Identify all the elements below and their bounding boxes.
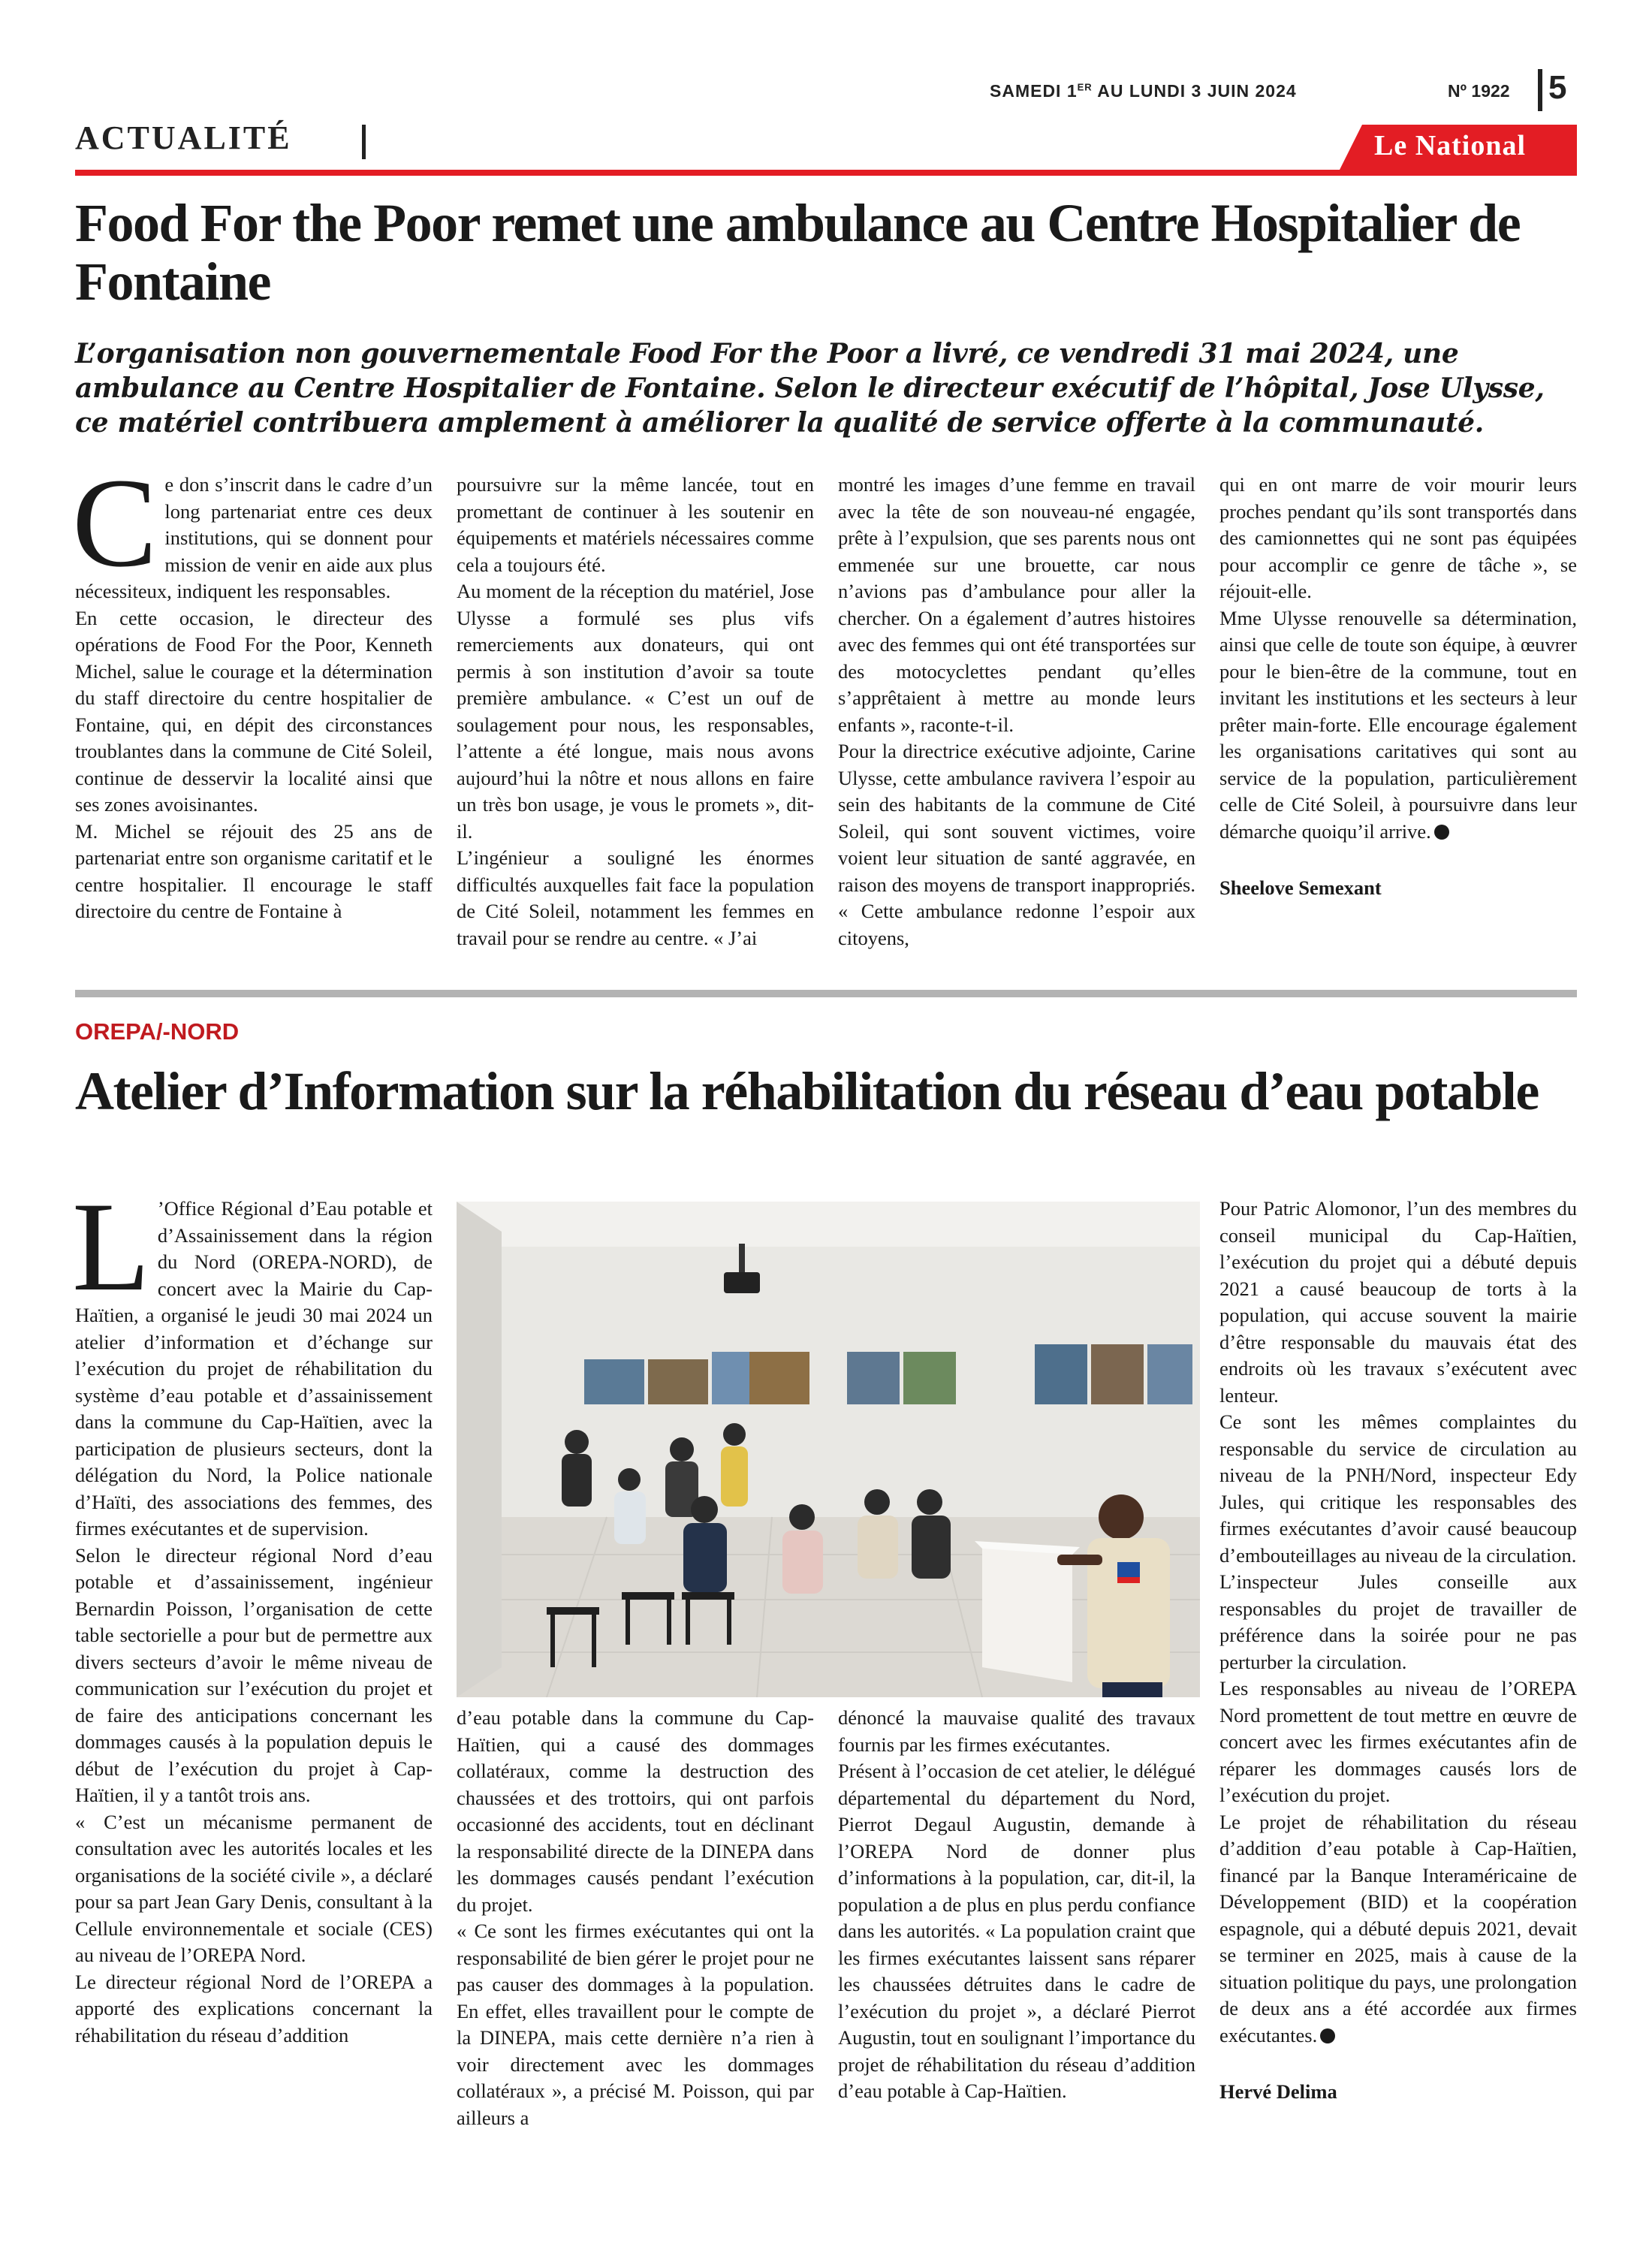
end-mark-icon bbox=[1434, 825, 1449, 840]
article2-paragraph: d’eau potable dans la commune du Cap-Haïtien, qui a causé des dommages collatéraux, comme la destruction des chaussées et des trottoirs, qui ont parfois occasionné des accidents, tout en déclinant la responsabilité directe de la DINEPA dans les dommages causés pendant l’exécution du projet. bbox=[457, 1706, 814, 1916]
article2-paragraph: Le directeur régional Nord de l’OREPA a apporté des explications concernant la réhabilitation du réseau d’addition bbox=[75, 1970, 433, 2046]
section-divider bbox=[362, 125, 366, 159]
header-rule bbox=[75, 170, 1577, 176]
article1-headline: Food For the Poor remet une ambulance au Centre Hospitalier de Fontaine bbox=[75, 193, 1521, 312]
page-number: 5 bbox=[1548, 69, 1567, 106]
article1-paragraph: e don s’inscrit dans le cadre d’un long partenariat entre ces deux institutions, qui se donnent pour mission de venir en aide aux plus nécessiteux, indiquent les responsables. bbox=[75, 473, 433, 602]
article2-paragraph: Présent à l’occasion de cet atelier, le délégué départemental du département du Nord, Pierrot Degaul Augustin, demande à l’OREPA Nord de donner plus d’informations à la population, car, dit-il, la population a de plus en plus perdu confiance dans les autorités. « La population craint que les firmes exécutantes laissent sans réparer les chaussées détruites dans le cadre de l’exécution du projet », a déclaré Pierrot Augustin, tout en soulignant l’importance du projet de réhabilitation du réseau d’addition d’eau potable à Cap-Haïtien. bbox=[838, 1760, 1195, 2102]
article1-paragraph: Mme Ulysse renouvelle sa détermination, ainsi que celle de toute son équipe, à œuvrer pour le bien-être de la commune, tout en invitant les institutions et les secteurs à leur prêter main-forte. Elle encourage également les organisations caritatives qui sont au service de la population, particulièrement celle de Cité Soleil, à poursuivre dans leur démarche quoiqu’il arrive. bbox=[1219, 606, 1577, 843]
issue-date: SAMEDI 1ER AU LUNDI 3 JUIN 2024 bbox=[990, 81, 1297, 101]
article1-paragraph: montré les images d’une femme en travail avec la tête de son nouveau-né engagée, prête à l’expulsion, que ses parents nous ont emmenée sur une brouette, car nous n’avions pas d’ambulance pour aller la chercher. On a également d’autres histoires avec des femmes qui ont été transportées sur des motocyclettes pendant qu’elles s’apprêtaient à mettre au monde leurs enfants », raconte-t-il. bbox=[838, 473, 1195, 736]
article1-paragraph: L’ingénieur a souligné les énormes difficultés auxquelles fait face la population de Cité Soleil, notamment les femmes en travail pour se rendre au centre. « J’ai bbox=[457, 846, 814, 949]
article2-column-2 bbox=[457, 1705, 814, 2131]
article1-paragraph: poursuivre sur la même lancée, tout en promettant de continuer à les soutenir en équipements et matériels nécessaires comme cela a toujours été. bbox=[457, 473, 814, 576]
article2-paragraph: Les responsables au niveau de l’OREPA Nord promettent de tout mettre en œuvre de concert avec les firmes exécutantes afin de réparer les dommages causés lors de l’exécution du projet. bbox=[1219, 1677, 1577, 1806]
article1-paragraph: En cette occasion, le directeur des opérations de Food For the Poor, Kenneth Michel, salue le courage et la détermination du staff directoire du centre hospitalier de Fontaine, qui, en dépit des circonstances troublantes dans la commune de Cité Soleil, continue de desservir la localité ainsi que ses zones avoisinantes. bbox=[75, 606, 433, 816]
article2-paragraph: ’Office Régional d’Eau potable et d’Assainissement dans la région du Nord (OREPA-NORD), de concert avec la Mairie du Cap-Haïtien, a organisé le jeudi 30 mai 2024 un atelier d’information et d’échange sur l’exécution du projet de réhabilitation du système d’eau potable et d’assainissement dans la commune du Cap-Haïtien, avec la participation de plusieurs secteurs, dont la délégation du Nord, la Police nationale d’Haïti, des associations des femmes, des firmes exécutantes et de supervision. bbox=[75, 1197, 433, 1540]
article1-dropcap: C bbox=[72, 452, 158, 593]
article2-paragraph: Le projet de réhabilitation du réseau d’addition d’eau potable à Cap-Haïtien, financé par la Banque Interaméricaine de Développement (BID) et la coopération espagnole, qui a débuté depuis 2021, devait se terminer en 2025, mais à cause de la situation politique du pays, une prolongation de deux ans a été accordée aux firmes exécutantes. bbox=[1219, 1810, 1577, 2046]
issue-number: Nº 1922 bbox=[1448, 81, 1510, 101]
article1-byline: Sheelove Semexant bbox=[1219, 876, 1382, 899]
article2-headline: Atelier d’Information sur la réhabilitation du réseau d’eau potable bbox=[75, 1061, 1539, 1121]
article2-column-3 bbox=[838, 1705, 1195, 2105]
end-mark-icon bbox=[1320, 2028, 1335, 2043]
article2-column-4 bbox=[1219, 1196, 1577, 2106]
article2-paragraph: « C’est un mécanisme permanent de consultation avec les autorités locales et les organisations de la société civile », a déclaré pour sa part Jean Gary Denis, consultant à la Cellule environnementale et sociale (CES) au niveau de l’OREPA Nord. bbox=[75, 1810, 433, 1966]
meeting-photo-image bbox=[457, 1202, 1200, 1697]
article1-column-4 bbox=[1219, 472, 1577, 902]
article2-paragraph: Ce sont les mêmes complaintes du responsable du service de circulation au niveau de la PNH/Nord, inspecteur Edy Jules, qui critique les responsables des firmes exécutantes d’avoir causé beaucoup d’embouteillages au niveau de la circulation. bbox=[1219, 1410, 1577, 1567]
article1-column-1 bbox=[72, 452, 433, 925]
article2-paragraph: dénoncé la mauvaise qualité des travaux fournis par les firmes exécutantes. bbox=[838, 1706, 1195, 1756]
meeting-photo bbox=[457, 1202, 1200, 1697]
article2-paragraph: L’inspecteur Jules conseille aux responsables du projet de travailler de préférence dans la soirée pour ne pas perturber la circulation. bbox=[1219, 1570, 1577, 1673]
article2-kicker: OREPA/-NORD bbox=[75, 1018, 240, 1045]
article2-column-1 bbox=[72, 1176, 433, 2049]
brand-name: Le National bbox=[1374, 130, 1527, 161]
article1-paragraph: qui en ont marre de voir mourir leurs proches pendant qu’ils sont transportés dans des camionnettes qui ne sont pas équipées pour accomplir ce genre de tâche », se réjouit-elle. bbox=[1219, 473, 1577, 602]
article2-byline: Hervé Delima bbox=[1219, 2080, 1337, 2103]
article2-paragraph: Selon le directeur régional Nord d’eau potable et d’assainissement, ingénieur Bernardin Poisson, l’organisation de cette table sectorielle a pour but de permettre aux divers secteurs d’avoir le même niveau de communication sur l’exécution du projet et de faire des anticipations concernant les dommages causés à la population depuis le début de l’exécution du projet à Cap-Haïtien, il y a tantôt trois ans. bbox=[75, 1543, 433, 1806]
article2-paragraph: « Ce sont les firmes exécutantes qui ont la responsabilité de bien gérer le projet pour ne pas causer des dommages à la population. En effet, elles travaillent pour le compte de la DINEPA, mais cette dernière n’a rien à voir directement avec les dommages collatéraux », a précisé M. Poisson, qui par ailleurs a bbox=[457, 1920, 814, 2129]
header-divider bbox=[1538, 69, 1542, 111]
article2-dropcap: L bbox=[72, 1176, 150, 1317]
article1-paragraph: M. Michel se réjouit des 25 ans de partenariat entre son organisme caritatif et le centre hospitalier. Il encourage le staff directoire du centre de Fontaine à bbox=[75, 819, 433, 922]
article1-column-2 bbox=[457, 472, 814, 952]
article1-lead: L’organisation non gouvernementale Food For the Poor a livré, ce vendredi 31 mai 2024, une ambulance au Centre Hospitalier de Fontaine. Selon le directeur exécutif de l’hôpital, Jose Ulysse, ce matériel contribuera amplement à améliorer la qualité de service offerte à la communauté. bbox=[75, 338, 1545, 439]
article1-paragraph: Pour la directrice exécutive adjointe, Carine Ulysse, cette ambulance ravivera l’espoir au sein des habitants de la commune de Cité Soleil, qui sont souvent victimes, voire voient leur situation de santé aggravée, en raison des moyens de transport inappropriés. « Cette ambulance redonne l’espoir aux citoyens, bbox=[838, 740, 1195, 949]
article1-column-3 bbox=[838, 472, 1195, 952]
article1-paragraph: Au moment de la réception du matériel, Jose Ulysse a formulé ses plus vifs remerciements aux donateurs, qui ont permis à son institution d’avoir sa toute première ambulance. « C’est un ouf de soulagement pour nous, les responsables, l’attente a été longue, mais nous avons aujourd’hui la nôtre et nous allons en faire un très bon usage, je vous le promets », dit-il. bbox=[457, 580, 814, 843]
article2-paragraph: Pour Patric Alomonor, l’un des membres du conseil municipal du Cap-Haïtien, l’exécution du projet qui a débuté depuis 2021 a causé beaucoup de torts à la population, qui accuse souvent la mairie d’être responsable du mauvais état des endroits où les travaux s’exécutent avec lenteur. bbox=[1219, 1197, 1577, 1407]
section-title: ACTUALITÉ bbox=[75, 119, 292, 156]
article-divider bbox=[75, 990, 1577, 997]
